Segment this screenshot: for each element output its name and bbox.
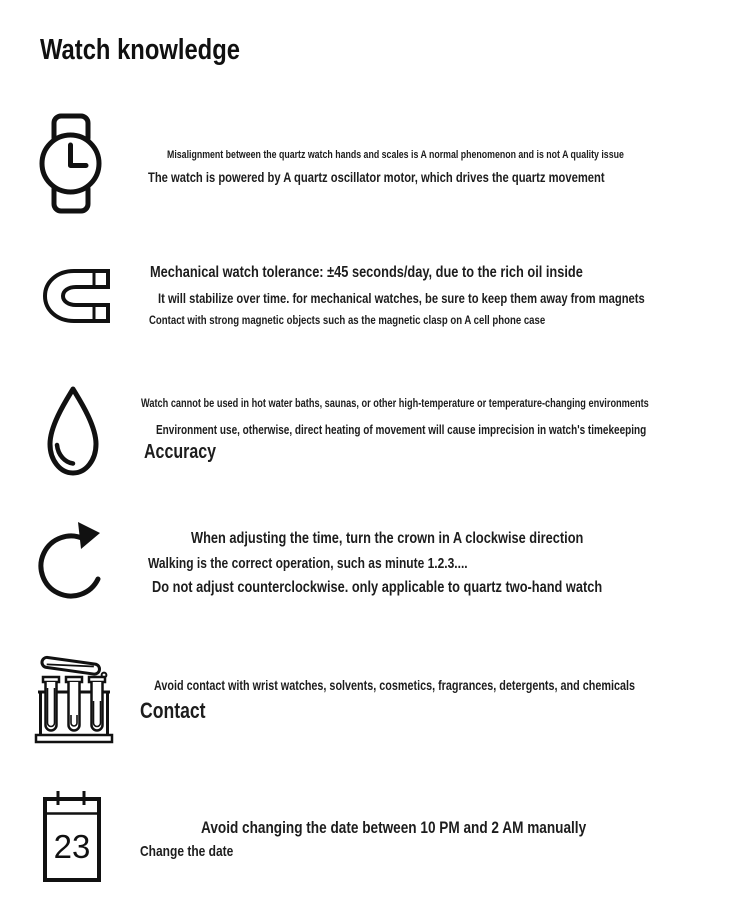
clockwise-arrow-icon <box>36 519 108 607</box>
change-date-heading: Change the date <box>140 843 234 860</box>
avoid-date-change-note: Avoid changing the date between 10 PM and 2 AM manually <box>201 818 587 837</box>
keep-away-magnets-note: It will stabilize over time. for mechanical watches, be sure to keep them away from magnets <box>158 290 645 306</box>
magnetic-objects-note: Contact with strong magnetic objects such as the magnetic clasp on A cell phone case <box>149 313 546 327</box>
page-title: Watch knowledge <box>40 34 240 66</box>
heating-imprecision-note: Environment use, otherwise, direct heating of movement will cause imprecision in watch's timekeeping <box>156 423 647 437</box>
water-drop-icon <box>42 384 104 480</box>
accuracy-heading: Accuracy <box>144 441 217 463</box>
watch-icon <box>37 113 104 214</box>
turn-crown-clockwise-note: When adjusting the time, turn the crown in A clockwise direction <box>191 530 584 547</box>
quartz-misalignment-note: Misalignment between the quartz watch hands and scales is A normal phenomenon and is not A quality issue <box>167 149 624 161</box>
calendar-icon <box>41 790 103 885</box>
magnet-icon <box>38 264 112 328</box>
hot-water-warning-note: Watch cannot be used in hot water baths, saunas, or other high-temperature or temperature-changing environments <box>141 398 649 410</box>
no-counterclockwise-note: Do not adjust counterclockwise. only applicable to quartz two-hand watch <box>152 579 603 596</box>
avoid-chemicals-note: Avoid contact with wrist watches, solvents, cosmetics, fragrances, detergents, and chemicals <box>154 678 635 693</box>
calendar-day-number: 23 <box>53 828 91 865</box>
contact-heading: Contact <box>140 698 206 723</box>
quartz-movement-note: The watch is powered by A quartz oscillator motor, which drives the quartz movement <box>148 169 605 185</box>
correct-operation-note: Walking is the correct operation, such as minute 1.2.3.... <box>148 555 468 572</box>
test-tubes-icon <box>34 648 114 746</box>
mechanical-tolerance-note: Mechanical watch tolerance: ±45 seconds/day, due to the rich oil inside <box>150 264 583 281</box>
